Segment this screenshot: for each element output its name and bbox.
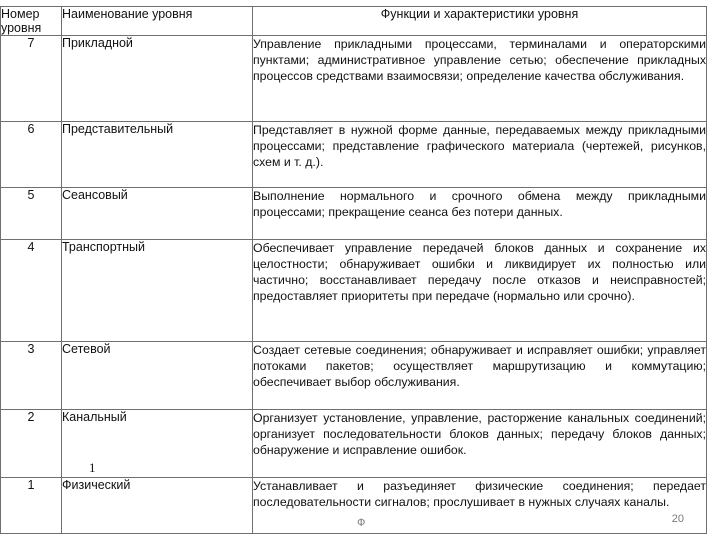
handwritten-mark: 1 [89, 460, 96, 475]
level-name: Прикладной [62, 36, 253, 122]
level-name: Транспортный [62, 240, 253, 342]
level-functions [253, 478, 707, 534]
table-row [1, 36, 707, 122]
table-row [1, 240, 707, 342]
table-row [1, 410, 707, 478]
level-name: Физический [62, 478, 253, 534]
level-functions: Обеспечивает управление передачей блоков данных и сохранение их целостности; обнаруживает ошибки и ликвидирует их полностью или частично; восстанавливает передачу после отказов и неисправностей; предоставляет приоритеты при передаче (нормально или срочно). [253, 240, 707, 342]
level-number: 1 [1, 478, 62, 534]
level-functions: Выполнение нормального и срочного обмена между прикладными процессами; прекращение сеанса без потери данных. [253, 188, 707, 240]
header-level-functions: Функции и характеристики уровня [253, 7, 707, 36]
header-level-name: Наименование уровня [62, 7, 253, 36]
table-row [1, 122, 707, 188]
page-number: 20 [671, 513, 684, 525]
osi-levels-table [0, 6, 707, 534]
level-functions: Представляет в нужной форме данные, передаваемых между прикладными процессами; представление графического материала (чертежей, рисунков, схем и т. д.). [253, 122, 707, 188]
level-functions: Создает сетевые соединения; обнаруживает и исправляет ошибки; управляет потоками пакетов; осуществляет маршрутизацию и коммутацию; обеспечивает выбор обслуживания. [253, 342, 707, 410]
header-level-number: Номер уровня [1, 7, 62, 36]
level-number: 2 [1, 410, 62, 478]
table-row [1, 342, 707, 410]
level-number: 3 [1, 342, 62, 410]
level-number: 6 [1, 122, 62, 188]
level-name [62, 410, 253, 478]
footer-symbol: Ф [357, 517, 366, 529]
table-header-row [1, 7, 707, 36]
level-functions: Управление прикладными процессами, терминалами и операторскими пунктами; административное управление сетью; обеспечение прикладных процессов средствами взаимосвязи; определение качества обслуживания. [253, 36, 707, 122]
table-row [1, 188, 707, 240]
level-number: 4 [1, 240, 62, 342]
level-functions-text: Устанавливает и разъединяет физические соединения; передает последовательности сигналов; прослушивает в нужных случаях каналы. [253, 479, 706, 509]
level-name: Представительный [62, 122, 253, 188]
level-number: 7 [1, 36, 62, 122]
table-row [1, 478, 707, 534]
level-name: Сетевой [62, 342, 253, 410]
level-number: 5 [1, 188, 62, 240]
level-name-text: Канальный [62, 410, 127, 424]
level-functions: Организует установление, управление, расторжение канальных соединений; организует последовательности блоков данных; передачу блоков данных; обнаружение и исправление ошибок. [253, 410, 707, 478]
level-name: Сеансовый [62, 188, 253, 240]
